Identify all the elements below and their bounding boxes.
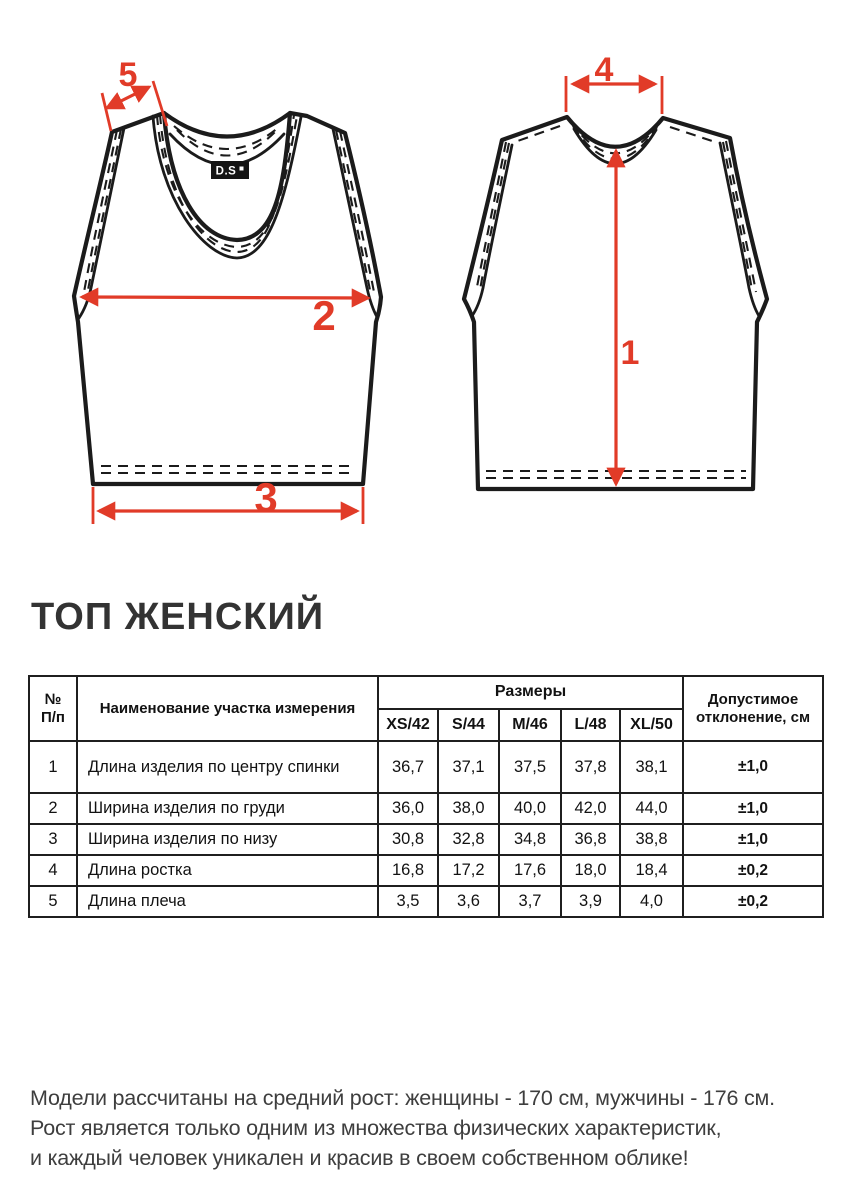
value-cell: 38,1 [620,741,683,793]
footer-line-3: и каждый человек уникален и красив в своем собственном облике! [30,1146,689,1170]
col-header-tolerance: Допустимое отклонение, см [683,676,823,741]
size-col-header-s: S/44 [438,709,499,741]
size-col-header-xl: XL/50 [620,709,683,741]
footer-note [30,1083,830,1173]
back-view-drawing [464,51,767,489]
tolerance-cell: ±0,2 [683,855,823,886]
value-cell: 36,0 [378,793,438,824]
measurement-name-cell: Ширина изделия по низу [77,824,378,855]
measure-label-5: 5 [118,56,138,94]
measure-label-2: 2 [312,292,336,339]
value-cell: 38,8 [620,824,683,855]
value-cell: 30,8 [378,824,438,855]
measure-arrow-4 [566,51,662,114]
value-cell: 42,0 [561,793,620,824]
measurement-name-cell: Длина плеча [77,886,378,917]
table-row [29,886,823,917]
row-number-cell: 2 [29,793,77,824]
value-cell: 40,0 [499,793,561,824]
value-cell: 18,0 [561,855,620,886]
table-row [29,741,823,793]
table-row [29,855,823,886]
size-col-header-l: L/48 [561,709,620,741]
value-cell: 34,8 [499,824,561,855]
col-header-name: Наименование участка измерения [77,676,378,741]
value-cell: 3,9 [561,886,620,917]
value-cell: 18,4 [620,855,683,886]
value-cell: 36,8 [561,824,620,855]
col-header-number-line1: № [44,691,62,709]
tolerance-cell: ±1,0 [683,793,823,824]
value-cell: 3,7 [499,886,561,917]
value-cell: 3,5 [378,886,438,917]
value-cell: 36,7 [378,741,438,793]
row-number-cell: 3 [29,824,77,855]
measure-label-4: 4 [594,51,614,89]
value-cell: 37,1 [438,741,499,793]
measure-label-1: 1 [620,334,640,372]
value-cell: 37,8 [561,741,620,793]
measurement-name-cell: Ширина изделия по груди [77,793,378,824]
row-number-cell: 4 [29,855,77,886]
value-cell: 16,8 [378,855,438,886]
brand-tag-label: D.S [215,165,237,178]
measurement-name-cell: Длина изделия по центру спинки [77,741,378,793]
footer-line-2: Рост является только одним из множества физических характеристик, [30,1116,722,1140]
value-cell: 32,8 [438,824,499,855]
value-cell: 17,6 [499,855,561,886]
measure-label-3: 3 [254,474,278,521]
table-row [29,793,823,824]
row-number-cell: 5 [29,886,77,917]
tolerance-cell: ±0,2 [683,886,823,917]
front-view-drawing [74,56,381,524]
value-cell: 44,0 [620,793,683,824]
garment-diagram [0,0,841,560]
col-header-sizes-group: Размеры [378,676,683,709]
table-row [29,824,823,855]
value-cell: 4,0 [620,886,683,917]
footer-line-1: Модели рассчитаны на средний рост: женщины - 170 см, мужчины - 176 см. [30,1086,775,1110]
value-cell: 37,5 [499,741,561,793]
brand-tag-mark [240,167,244,171]
row-number-cell: 1 [29,741,77,793]
brand-tag [211,161,249,179]
tolerance-cell: ±1,0 [683,741,823,793]
size-col-header-m: M/46 [499,709,561,741]
size-col-header-xs: XS/42 [378,709,438,741]
value-cell: 3,6 [438,886,499,917]
measurement-name-cell: Длина ростка [77,855,378,886]
tolerance-cell: ±1,0 [683,824,823,855]
col-header-number-line2: П/п [40,708,65,726]
value-cell: 17,2 [438,855,499,886]
value-cell: 38,0 [438,793,499,824]
page-title: ТОП ЖЕНСКИЙ [31,596,325,638]
col-header-number [29,676,77,741]
size-table [28,675,824,918]
